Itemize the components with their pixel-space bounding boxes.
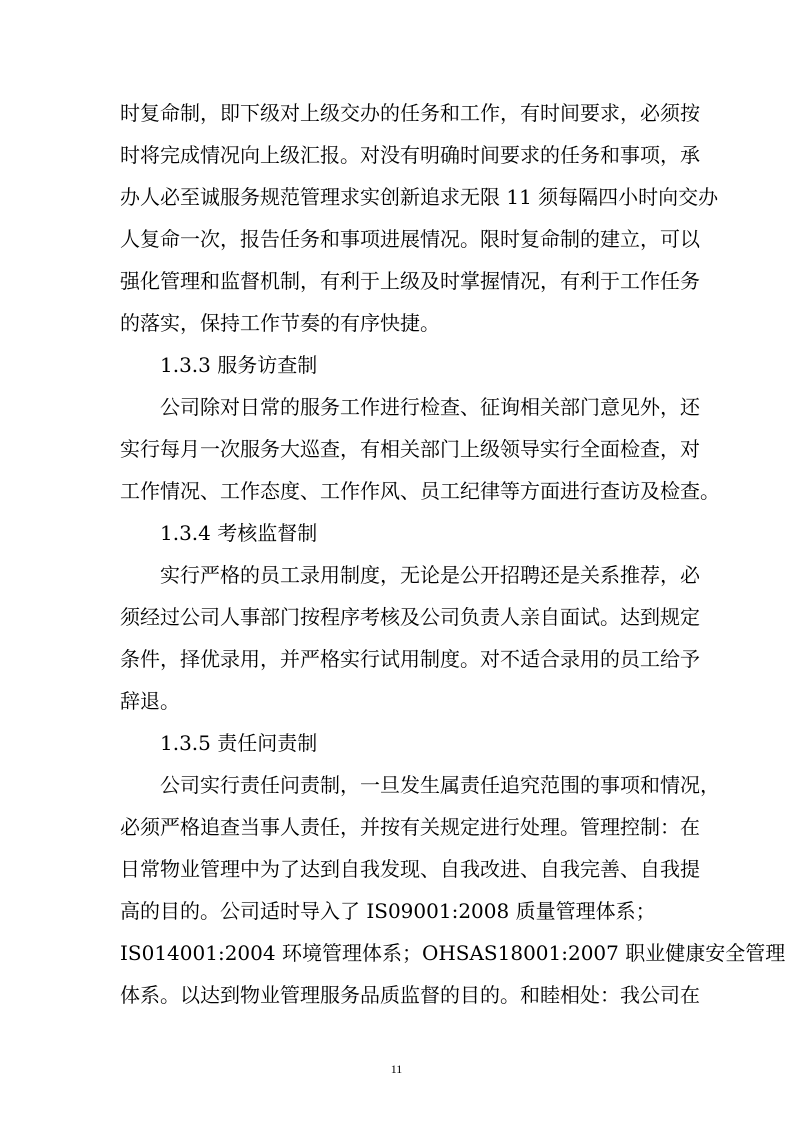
paragraph-line: 条件，择优录用，并严格实行试用制度。对不适合录用的员工给予 [120, 647, 700, 671]
paragraph-line: 时复命制，即下级对上级交办的任务和工作，有时间要求，必须按 [120, 101, 700, 125]
section-heading-1-3-4: 1.3.4 考核监督制 [160, 521, 318, 545]
paragraph-line: 体系。以达到物业管理服务品质监督的目的。和睦相处：我公司在 [120, 983, 700, 1007]
paragraph-line: 实行每月一次服务大巡查，有相关部门上级领导实行全面检查，对 [120, 437, 700, 461]
paragraph-line: 强化管理和监督机制，有利于上级及时掌握情况，有利于工作任务 [120, 269, 700, 293]
section-heading-1-3-5: 1.3.5 责任问责制 [160, 731, 318, 755]
body-text [120, 92, 786, 1016]
paragraph-line: 必须严格追查当事人责任，并按有关规定进行处理。管理控制：在 [120, 815, 700, 839]
paragraph-line: 办人必至诚服务规范管理求实创新追求无限 11 须每隔四小时向交办 [120, 185, 719, 209]
section-heading-1-3-3: 1.3.3 服务访查制 [160, 353, 318, 377]
paragraph-line: 实行严格的员工录用制度，无论是公开招聘还是关系推荐，必 [160, 563, 700, 587]
paragraph-line: 辞退。 [120, 689, 180, 713]
paragraph-line: 公司除对日常的服务工作进行检查、征询相关部门意见外，还 [160, 395, 700, 419]
paragraph-line: 的落实，保持工作节奏的有序快捷。 [120, 311, 440, 335]
paragraph-line: 日常物业管理中为了达到自我发现、自我改进、自我完善、自我提 [120, 857, 700, 881]
paragraph-line: 人复命一次，报告任务和事项进展情况。限时复命制的建立，可以 [120, 227, 700, 251]
paragraph-line: 高的目的。公司适时导入了 IS09001:2008 质量管理体系； [120, 899, 656, 923]
paragraph-line: IS014001:2004 环境管理体系；OHSAS18001:2007 职业健康安全管理 [120, 941, 786, 965]
page-number: 11 [390, 1062, 403, 1076]
paragraph-line: 公司实行责任问责制，一旦发生属责任追究范围的事项和情况， [160, 773, 720, 797]
paragraph-line: 时将完成情况向上级汇报。对没有明确时间要求的任务和事项，承 [120, 143, 700, 167]
paragraph-line: 须经过公司人事部门按程序考核及公司负责人亲自面试。达到规定 [120, 605, 700, 629]
paragraph-line: 工作情况、工作态度、工作作风、员工纪律等方面进行查访及检查。 [120, 479, 720, 503]
